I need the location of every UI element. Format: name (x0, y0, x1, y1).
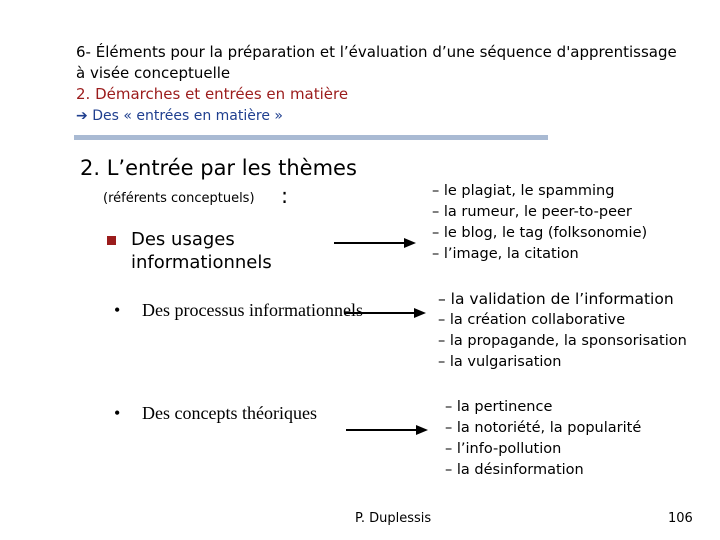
example-line: – la propagande, la sponsorisation (438, 333, 687, 349)
bullet-dot: • (114, 403, 121, 423)
item-usages-line1: Des usages (131, 229, 235, 250)
arrow-icon (334, 236, 416, 250)
header-divider (74, 135, 548, 140)
example-line: – l’image, la citation (432, 246, 579, 262)
page-number: 106 (668, 511, 693, 526)
item-processus-examples (438, 289, 687, 373)
arrow-icon (344, 306, 426, 320)
example-line: – la validation de l’information (438, 290, 674, 308)
example-line: – le blog, le tag (folksonomie) (432, 225, 648, 241)
square-bullet-icon (107, 236, 116, 245)
example-line: – l’info-pollution (445, 441, 562, 457)
right-arrow-icon: ➔ (76, 108, 88, 124)
example-line: – la création collaborative (438, 312, 626, 328)
example-line: – la vulgarisation (438, 354, 562, 370)
section-subtitle: (référents conceptuels) (103, 191, 255, 206)
header-subtitle: 2. Démarches et entrées en matière (76, 85, 349, 103)
item-processus-label: Des processus informationnels (142, 300, 363, 320)
section-title: 2. L’entrée par les thèmes (80, 156, 357, 180)
item-usages-line2: informationnels (131, 252, 272, 273)
example-line: – la pertinence (445, 399, 553, 415)
example-line: – la rumeur, le peer-to-peer (432, 204, 632, 220)
footer-author: P. Duplessis (355, 511, 432, 526)
section-colon: : (281, 184, 289, 208)
example-line: – le plagiat, le spamming (432, 183, 615, 199)
header-subsection-label: Des « entrées en matière » (92, 108, 283, 124)
example-line: – la désinformation (445, 462, 584, 478)
item-usages-label (131, 228, 272, 274)
item-concepts-label: Des concepts théoriques (142, 403, 317, 423)
header-title-line1: 6- Éléments pour la préparation et l’évaluation d’une séquence d'apprentissage (76, 43, 677, 61)
bullet-dot: • (114, 300, 121, 320)
example-line: – la notoriété, la popularité (445, 420, 642, 436)
item-usages-examples (432, 181, 647, 265)
arrow-icon (346, 423, 428, 437)
header-title-line2: à visée conceptuelle (76, 64, 231, 82)
header-subsection (76, 106, 283, 126)
item-concepts-examples (445, 397, 641, 481)
